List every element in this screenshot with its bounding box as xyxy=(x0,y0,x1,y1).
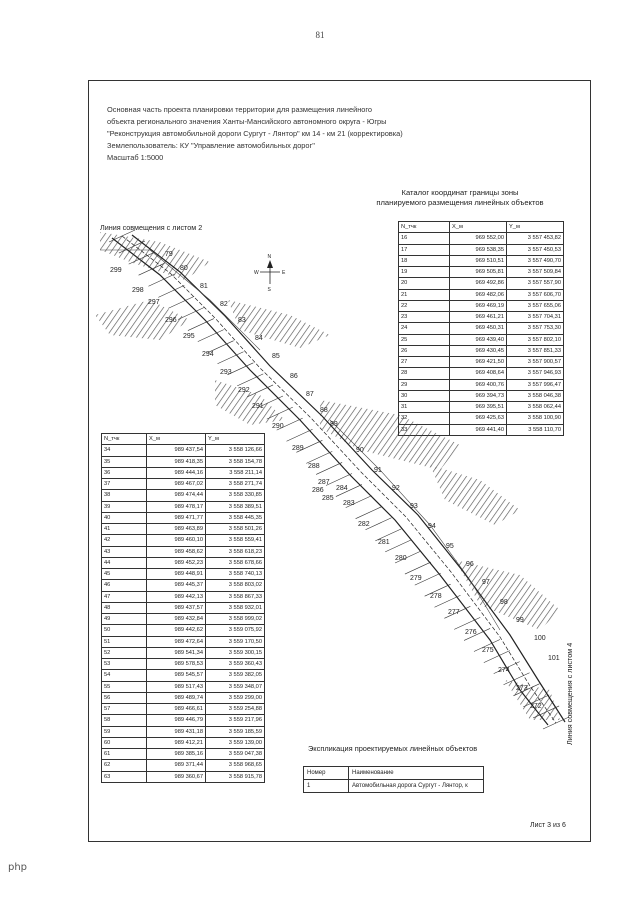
table-row xyxy=(399,390,564,401)
y-coordinate-cell: 3 557 704,31 xyxy=(507,312,564,323)
table-row xyxy=(102,580,265,591)
point-label: 86 xyxy=(290,373,298,380)
x-coordinate-cell: 989 412,21 xyxy=(147,737,206,748)
x-coordinate-cell: 989 371,44 xyxy=(147,760,206,771)
y-coordinate-cell: 3 558 501,26 xyxy=(206,524,265,535)
table-row xyxy=(102,715,265,726)
point-number-cell: 26 xyxy=(399,345,450,356)
point-number-cell: 32 xyxy=(399,413,450,424)
x-coordinate-cell: 969 439,40 xyxy=(450,334,507,345)
compass-e: E xyxy=(282,270,286,276)
x-coordinate-cell: 989 517,43 xyxy=(147,681,206,692)
table-row xyxy=(102,670,265,681)
x-coordinate-cell: 969 408,64 xyxy=(450,368,507,379)
point-number-cell: 18 xyxy=(399,255,450,266)
explication-number: 1 xyxy=(304,780,349,793)
explication-header-row xyxy=(304,767,484,780)
hatch-zone-7 xyxy=(455,560,560,630)
sheet-label: Лист 3 из 6 xyxy=(530,822,566,829)
point-number-cell: 57 xyxy=(102,704,147,715)
table-row xyxy=(399,244,564,255)
x-coordinate-cell: 989 474,44 xyxy=(147,490,206,501)
point-number-cell: 34 xyxy=(102,445,147,456)
compass-s: S xyxy=(267,287,271,293)
y-coordinate-cell: 3 559 217,96 xyxy=(206,715,265,726)
point-label: 293 xyxy=(220,369,232,376)
corridor-tick xyxy=(405,562,431,574)
header-line-1: Основная часть проекта планировки территории для размещения линейного xyxy=(107,105,373,114)
x-coordinate-cell: 969 450,31 xyxy=(450,323,507,334)
point-number-cell: 52 xyxy=(102,647,147,658)
point-number-cell: 33 xyxy=(399,424,450,435)
point-label: 283 xyxy=(343,500,355,507)
y-coordinate-cell: 3 558 968,65 xyxy=(206,760,265,771)
table-row xyxy=(102,490,265,501)
table-row xyxy=(399,233,564,244)
point-label: 297 xyxy=(148,299,160,306)
table-row xyxy=(102,737,265,748)
corridor-tick xyxy=(326,474,352,486)
point-label: 295 xyxy=(183,333,195,340)
x-coordinate-cell: 969 461,21 xyxy=(450,312,507,323)
x-coordinate-cell: 989 458,62 xyxy=(147,546,206,557)
table-row xyxy=(102,535,265,546)
x-coordinate-cell: 969 492,86 xyxy=(450,278,507,289)
compass-n: N xyxy=(267,254,272,260)
explication-table xyxy=(303,766,484,793)
y-coordinate-cell: 3 559 170,50 xyxy=(206,636,265,647)
table-row xyxy=(399,379,564,390)
y-coordinate-cell: 3 559 047,38 xyxy=(206,749,265,760)
x-coordinate-cell: 989 446,79 xyxy=(147,715,206,726)
header-line-2: объекта регионального значения Ханты-Мансийского автономного округа - Югры xyxy=(107,117,387,127)
x-coordinate-cell: 989 489,74 xyxy=(147,692,206,703)
combination-line-label-top: Линия совмещения с листом 2 xyxy=(100,223,203,232)
point-label: 84 xyxy=(255,335,263,342)
explication-row xyxy=(304,780,484,793)
point-number-cell: 60 xyxy=(102,737,147,748)
point-number-cell: 22 xyxy=(399,300,450,311)
point-number-cell: 17 xyxy=(399,244,450,255)
x-coordinate-cell: 989 467,02 xyxy=(147,479,206,490)
point-label: 95 xyxy=(446,543,454,550)
table-row xyxy=(399,334,564,345)
col-header-x: X_м xyxy=(450,222,507,233)
y-coordinate-cell: 3 558 867,33 xyxy=(206,591,265,602)
table-row xyxy=(102,771,265,782)
x-coordinate-cell: 989 460,10 xyxy=(147,535,206,546)
point-label: 288 xyxy=(308,463,320,470)
compass-rose xyxy=(254,254,286,293)
y-coordinate-cell: 3 557 509,84 xyxy=(507,267,564,278)
y-coordinate-cell: 3 558 618,23 xyxy=(206,546,265,557)
x-coordinate-cell: 989 445,37 xyxy=(147,580,206,591)
table-row xyxy=(399,357,564,368)
catalog-title-line-2: планируемого размещения линейных объектов xyxy=(376,198,544,207)
explication-name: Автомобильная дорога Сургут - Лянтор, к xyxy=(349,780,484,793)
x-coordinate-cell: 989 360,67 xyxy=(147,771,206,782)
point-label: 282 xyxy=(358,521,370,528)
x-coordinate-cell: 989 578,53 xyxy=(147,659,206,670)
y-coordinate-cell: 3 557 946,93 xyxy=(507,368,564,379)
x-coordinate-cell: 969 538,35 xyxy=(450,244,507,255)
point-label: 80 xyxy=(180,265,188,272)
x-coordinate-cell: 989 471,77 xyxy=(147,512,206,523)
y-coordinate-cell: 3 559 360,43 xyxy=(206,659,265,670)
point-label: 88 xyxy=(320,407,328,414)
point-label: 89 xyxy=(330,421,338,428)
table-row xyxy=(399,413,564,424)
point-label: 272 xyxy=(530,703,542,710)
point-number-cell: 42 xyxy=(102,535,147,546)
corridor-tick xyxy=(198,330,224,342)
point-label: 284 xyxy=(336,485,348,492)
point-number-cell: 61 xyxy=(102,749,147,760)
point-number-cell: 48 xyxy=(102,602,147,613)
x-coordinate-cell: 989 452,23 xyxy=(147,557,206,568)
corridor-tick xyxy=(356,507,382,519)
point-label: 280 xyxy=(395,555,407,562)
point-label: 273 xyxy=(516,685,528,692)
x-coordinate-cell: 989 545,57 xyxy=(147,670,206,681)
table-row xyxy=(102,467,265,478)
y-coordinate-cell: 3 557 450,53 xyxy=(507,244,564,255)
point-label: 294 xyxy=(202,351,214,358)
table-row xyxy=(102,704,265,715)
corridor-tick xyxy=(168,296,194,308)
point-label: 85 xyxy=(272,353,280,360)
y-coordinate-cell: 3 559 348,07 xyxy=(206,681,265,692)
point-label: 278 xyxy=(430,593,442,600)
point-label: 276 xyxy=(465,629,477,636)
point-label: 100 xyxy=(534,635,546,642)
table-row xyxy=(399,424,564,435)
x-coordinate-cell: 989 385,16 xyxy=(147,749,206,760)
x-coordinate-cell: 969 510,51 xyxy=(450,255,507,266)
y-coordinate-cell: 3 558 154,78 xyxy=(206,456,265,467)
x-coordinate-cell: 989 466,61 xyxy=(147,704,206,715)
x-coordinate-cell: 989 442,13 xyxy=(147,591,206,602)
explication-col-name: Наименование xyxy=(349,767,484,780)
point-number-cell: 25 xyxy=(399,334,450,345)
hatch-zone-6 xyxy=(430,465,520,525)
y-coordinate-cell: 3 558 445,35 xyxy=(206,512,265,523)
point-label: 279 xyxy=(410,575,422,582)
point-label: 292 xyxy=(238,387,250,394)
point-label: 99 xyxy=(516,617,524,624)
y-coordinate-cell: 3 559 382,05 xyxy=(206,670,265,681)
y-coordinate-cell: 3 557 753,30 xyxy=(507,323,564,334)
point-number-cell: 23 xyxy=(399,312,450,323)
x-coordinate-cell: 969 482,06 xyxy=(450,289,507,300)
y-coordinate-cell: 3 557 490,70 xyxy=(507,255,564,266)
table-row xyxy=(102,681,265,692)
point-label: 274 xyxy=(498,667,510,674)
y-coordinate-cell: 3 558 803,02 xyxy=(206,580,265,591)
x-coordinate-cell: 989 432,84 xyxy=(147,614,206,625)
footer-mark: php xyxy=(8,862,28,873)
col-header-y: Y_м xyxy=(507,222,564,233)
point-number-cell: 54 xyxy=(102,670,147,681)
point-number-cell: 39 xyxy=(102,501,147,512)
y-coordinate-cell: 3 558 999,02 xyxy=(206,614,265,625)
x-coordinate-cell: 989 437,54 xyxy=(147,445,206,456)
y-coordinate-cell: 3 557 606,70 xyxy=(507,289,564,300)
y-coordinate-cell: 3 559 139,00 xyxy=(206,737,265,748)
point-label: 290 xyxy=(272,423,284,430)
coordinate-table-left-body xyxy=(102,445,265,783)
x-coordinate-cell: 989 444,16 xyxy=(147,467,206,478)
point-number-cell: 50 xyxy=(102,625,147,636)
table-row xyxy=(102,692,265,703)
point-number-cell: 63 xyxy=(102,771,147,782)
y-coordinate-cell: 3 558 062,44 xyxy=(507,402,564,413)
y-coordinate-cell: 3 558 110,70 xyxy=(507,424,564,435)
x-coordinate-cell: 989 442,62 xyxy=(147,625,206,636)
table-row xyxy=(102,512,265,523)
table-row xyxy=(102,445,265,456)
point-number-cell: 53 xyxy=(102,659,147,670)
y-coordinate-cell: 3 557 996,47 xyxy=(507,379,564,390)
table-row xyxy=(102,636,265,647)
y-coordinate-cell: 3 559 300,15 xyxy=(206,647,265,658)
point-label: 296 xyxy=(165,317,177,324)
point-number-cell: 41 xyxy=(102,524,147,535)
point-number-cell: 56 xyxy=(102,692,147,703)
x-coordinate-cell: 989 431,18 xyxy=(147,726,206,737)
x-coordinate-cell: 989 437,57 xyxy=(147,602,206,613)
table-header-row xyxy=(399,222,564,233)
explication-title: Экспликация проектируемых линейных объектов xyxy=(308,744,478,753)
y-coordinate-cell: 3 558 046,38 xyxy=(507,390,564,401)
y-coordinate-cell: 3 559 254,88 xyxy=(206,704,265,715)
table-row xyxy=(399,312,564,323)
header-line-3: "Реконструкция автомобильной дороги Сургут - Лянтор" км 14 - км 21 (корректировка) xyxy=(107,129,403,139)
y-coordinate-cell: 3 558 389,51 xyxy=(206,501,265,512)
y-coordinate-cell: 3 557 851,33 xyxy=(507,345,564,356)
point-number-cell: 24 xyxy=(399,323,450,334)
y-coordinate-cell: 3 559 185,59 xyxy=(206,726,265,737)
coordinate-table-right xyxy=(398,221,564,436)
point-number-cell: 51 xyxy=(102,636,147,647)
table-row xyxy=(102,659,265,670)
y-coordinate-cell: 3 558 932,01 xyxy=(206,602,265,613)
x-coordinate-cell: 969 505,81 xyxy=(450,267,507,278)
point-number-cell: 36 xyxy=(102,467,147,478)
hatch-zone-4 xyxy=(215,380,285,425)
coordinate-table-right-body xyxy=(399,233,564,436)
y-coordinate-cell: 3 557 802,10 xyxy=(507,334,564,345)
point-number-cell: 19 xyxy=(399,267,450,278)
point-number-cell: 38 xyxy=(102,490,147,501)
point-label: 277 xyxy=(448,609,460,616)
table-row xyxy=(102,557,265,568)
point-label: 281 xyxy=(378,539,390,546)
x-coordinate-cell: 989 418,35 xyxy=(147,456,206,467)
col-header-x: X_м xyxy=(147,434,206,445)
table-row xyxy=(102,614,265,625)
table-row xyxy=(399,267,564,278)
col-header-y: Y_м xyxy=(206,434,265,445)
explication-col-number: Номер xyxy=(304,767,349,780)
point-number-cell: 45 xyxy=(102,569,147,580)
point-number-cell: 47 xyxy=(102,591,147,602)
x-coordinate-cell: 969 395,51 xyxy=(450,402,507,413)
x-coordinate-cell: 989 463,89 xyxy=(147,524,206,535)
y-coordinate-cell: 3 559 075,92 xyxy=(206,625,265,636)
x-coordinate-cell: 969 400,76 xyxy=(450,379,507,390)
point-number-cell: 58 xyxy=(102,715,147,726)
point-number-cell: 46 xyxy=(102,580,147,591)
header-line-4: Землепользователь: КУ "Управление автомобильных дорог" xyxy=(107,141,315,151)
point-number-cell: 16 xyxy=(399,233,450,244)
table-header-row xyxy=(102,434,265,445)
point-label: 82 xyxy=(220,301,228,308)
point-label: 96 xyxy=(466,561,474,568)
table-row xyxy=(399,402,564,413)
point-label: 275 xyxy=(482,647,494,654)
point-number-cell: 21 xyxy=(399,289,450,300)
point-label: 101 xyxy=(548,655,560,662)
y-coordinate-cell: 3 558 559,41 xyxy=(206,535,265,546)
corridor-tick xyxy=(454,617,480,629)
point-number-cell: 28 xyxy=(399,368,450,379)
corridor-tick xyxy=(287,429,313,441)
point-label: 287 xyxy=(318,479,330,486)
combination-line-label-right: Линия совмещения с листом 4 xyxy=(565,642,574,745)
corridor-tick xyxy=(316,462,342,474)
point-label: 92 xyxy=(392,485,400,492)
table-row xyxy=(102,591,265,602)
table-row xyxy=(102,569,265,580)
point-label: 87 xyxy=(306,391,314,398)
table-row xyxy=(399,300,564,311)
table-row xyxy=(399,368,564,379)
corridor-tick xyxy=(178,307,204,319)
table-row xyxy=(102,602,265,613)
point-label: 93 xyxy=(410,503,418,510)
point-number-cell: 62 xyxy=(102,760,147,771)
table-row xyxy=(102,625,265,636)
point-label: 286 xyxy=(312,487,324,494)
point-number-cell: 30 xyxy=(399,390,450,401)
y-coordinate-cell: 3 558 915,78 xyxy=(206,771,265,782)
table-row xyxy=(399,278,564,289)
x-coordinate-cell: 969 552,00 xyxy=(450,233,507,244)
table-row xyxy=(102,647,265,658)
table-row xyxy=(102,456,265,467)
point-label: 83 xyxy=(238,317,246,324)
point-label: 90 xyxy=(356,447,364,454)
point-label: 291 xyxy=(252,403,264,410)
point-number-cell: 44 xyxy=(102,557,147,568)
point-label: 289 xyxy=(292,445,304,452)
point-number-cell: 55 xyxy=(102,681,147,692)
x-coordinate-cell: 969 394,73 xyxy=(450,390,507,401)
x-coordinate-cell: 989 472,64 xyxy=(147,636,206,647)
compass-w: W xyxy=(254,270,259,276)
hatch-zone-3 xyxy=(228,300,330,348)
point-number-cell: 37 xyxy=(102,479,147,490)
point-number-cell: 20 xyxy=(399,278,450,289)
header-line-5: Масштаб 1:5000 xyxy=(107,153,164,163)
point-label: 285 xyxy=(322,495,334,502)
point-number-cell: 40 xyxy=(102,512,147,523)
x-coordinate-cell: 989 448,91 xyxy=(147,569,206,580)
table-row xyxy=(102,501,265,512)
x-coordinate-cell: 969 421,50 xyxy=(450,357,507,368)
point-number-cell: 49 xyxy=(102,614,147,625)
coordinate-table-left xyxy=(101,433,265,783)
table-row xyxy=(102,760,265,771)
col-header-point: N_тчк xyxy=(399,222,450,233)
point-label: 81 xyxy=(200,283,208,290)
y-coordinate-cell: 3 558 126,66 xyxy=(206,445,265,456)
table-row xyxy=(399,345,564,356)
point-label: 299 xyxy=(110,267,122,274)
y-coordinate-cell: 3 558 211,14 xyxy=(206,467,265,478)
point-number-cell: 27 xyxy=(399,357,450,368)
table-row xyxy=(102,479,265,490)
table-row xyxy=(102,546,265,557)
point-label: 91 xyxy=(374,467,382,474)
x-coordinate-cell: 969 469,19 xyxy=(450,300,507,311)
x-coordinate-cell: 969 430,45 xyxy=(450,345,507,356)
x-coordinate-cell: 989 541,34 xyxy=(147,647,206,658)
table-row xyxy=(102,726,265,737)
point-label: 79 xyxy=(165,251,173,258)
y-coordinate-cell: 3 558 678,66 xyxy=(206,557,265,568)
table-row xyxy=(399,255,564,266)
y-coordinate-cell: 3 558 330,85 xyxy=(206,490,265,501)
point-number-cell: 59 xyxy=(102,726,147,737)
point-label: 298 xyxy=(132,287,144,294)
point-label: 97 xyxy=(482,579,490,586)
x-coordinate-cell: 969 425,63 xyxy=(450,413,507,424)
y-coordinate-cell: 3 557 453,82 xyxy=(507,233,564,244)
corridor-tick xyxy=(188,319,214,331)
point-label: 98 xyxy=(500,599,508,606)
x-coordinate-cell: 969 441,40 xyxy=(450,424,507,435)
table-row xyxy=(399,323,564,334)
x-coordinate-cell: 989 478,17 xyxy=(147,501,206,512)
y-coordinate-cell: 3 559 299,00 xyxy=(206,692,265,703)
page-number: 81 xyxy=(315,30,325,40)
col-header-point: N_тчк xyxy=(102,434,147,445)
point-number-cell: 43 xyxy=(102,546,147,557)
point-label: 94 xyxy=(428,523,436,530)
y-coordinate-cell: 3 557 900,57 xyxy=(507,357,564,368)
corridor-tick xyxy=(306,451,332,463)
point-number-cell: 31 xyxy=(399,402,450,413)
catalog-title-line-1: Каталог координат границы зоны xyxy=(401,188,519,197)
table-row xyxy=(399,289,564,300)
table-row xyxy=(102,749,265,760)
point-number-cell: 29 xyxy=(399,379,450,390)
point-number-cell: 35 xyxy=(102,456,147,467)
table-row xyxy=(102,524,265,535)
hatch-zone-8 xyxy=(505,680,560,720)
y-coordinate-cell: 3 557 557,90 xyxy=(507,278,564,289)
y-coordinate-cell: 3 557 655,06 xyxy=(507,300,564,311)
y-coordinate-cell: 3 558 100,90 xyxy=(507,413,564,424)
y-coordinate-cell: 3 558 271,74 xyxy=(206,479,265,490)
y-coordinate-cell: 3 558 740,13 xyxy=(206,569,265,580)
